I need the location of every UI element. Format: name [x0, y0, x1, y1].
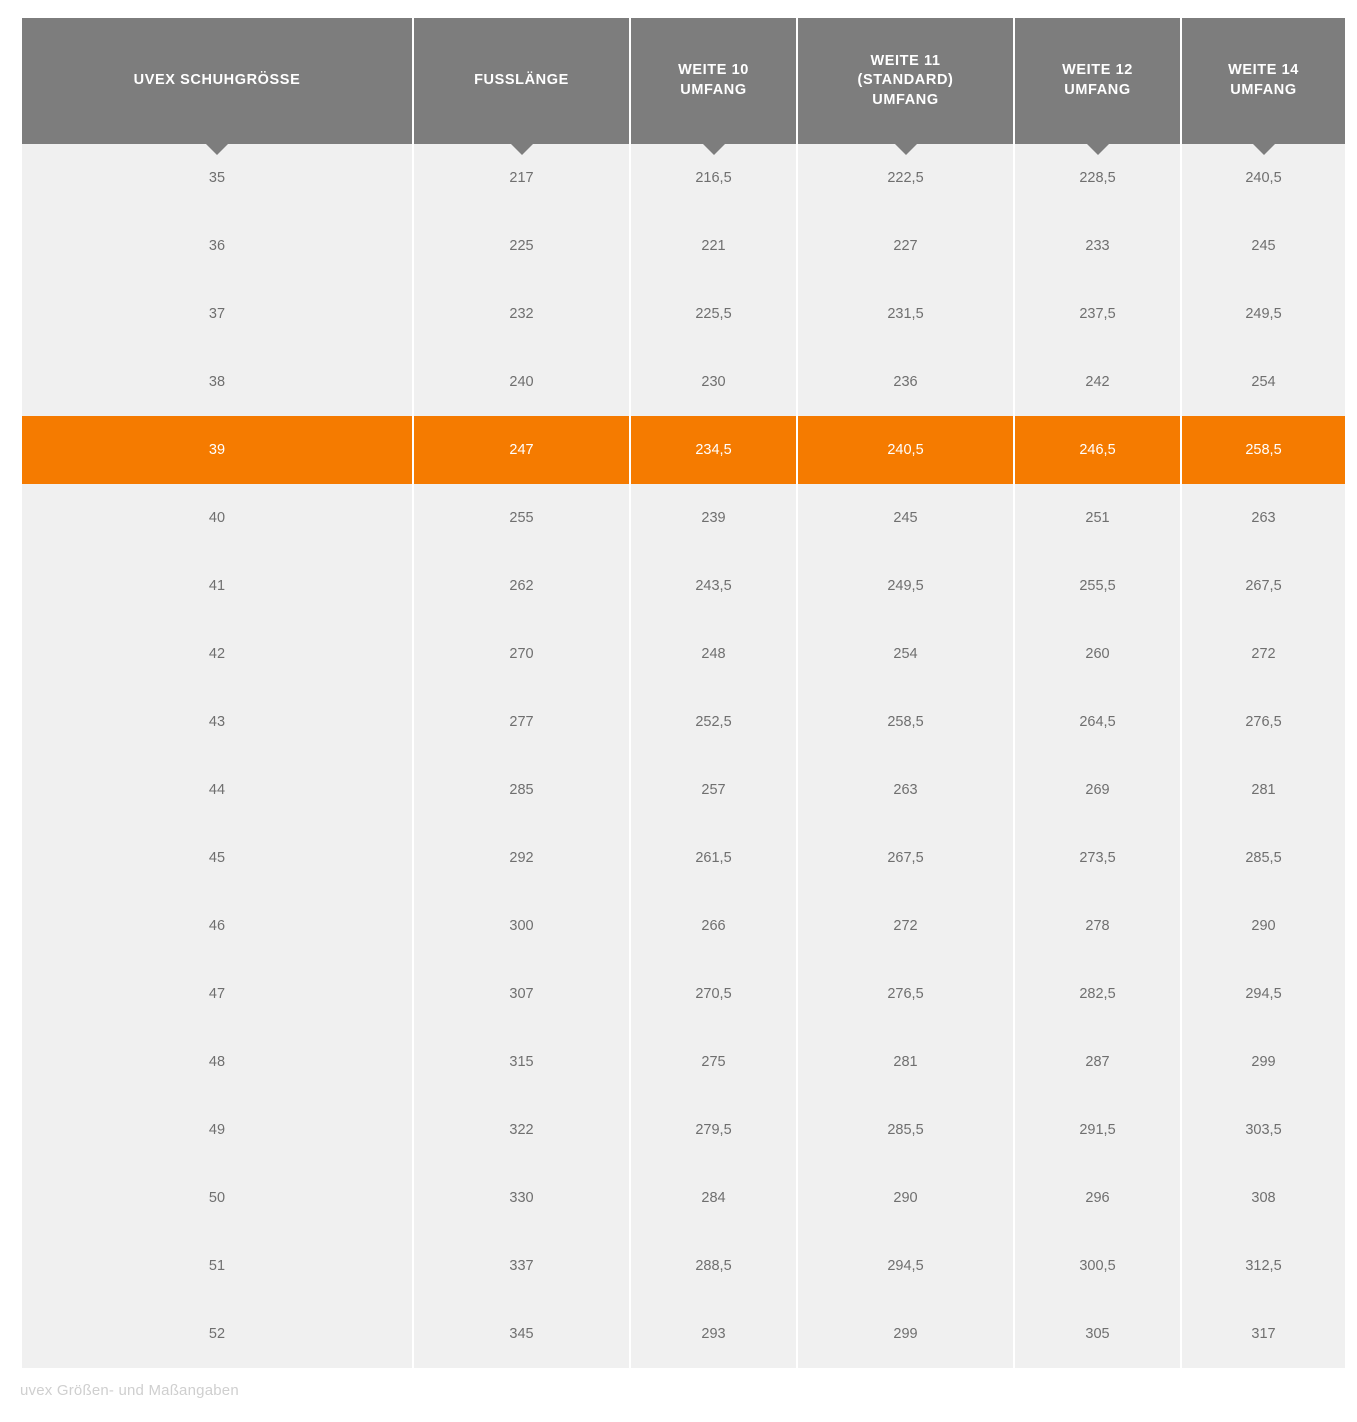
cell-w11: 281 [798, 1028, 1013, 1096]
cell-size: 45 [22, 824, 412, 892]
cell-w14: 276,5 [1182, 688, 1345, 756]
cell-w14: 240,5 [1182, 144, 1345, 212]
triangle-down-icon [206, 144, 228, 155]
table-header [22, 18, 1345, 144]
column-header-line: WEITE 10 [678, 62, 749, 79]
column-header-line: FUSSLÄNGE [474, 72, 569, 89]
cell-w12: 269 [1015, 756, 1180, 824]
column-header-line: WEITE 14 [1228, 62, 1299, 79]
cell-size: 43 [22, 688, 412, 756]
cell-w11: 231,5 [798, 280, 1013, 348]
cell-w12: 300,5 [1015, 1232, 1180, 1300]
cell-size: 52 [22, 1300, 412, 1368]
cell-w11: 285,5 [798, 1096, 1013, 1164]
cell-w11: 222,5 [798, 144, 1013, 212]
table-row [22, 416, 1345, 484]
cell-w10: 275 [631, 1028, 796, 1096]
cell-w14: 281 [1182, 756, 1345, 824]
cell-w12: 237,5 [1015, 280, 1180, 348]
column-header-w14 [1182, 18, 1345, 144]
table-row [22, 620, 1345, 688]
cell-w14: 317 [1182, 1300, 1345, 1368]
triangle-down-icon [1087, 144, 1109, 155]
cell-w11: 240,5 [798, 416, 1013, 484]
triangle-down-icon [511, 144, 533, 155]
table-row [22, 484, 1345, 552]
table-row [22, 892, 1345, 960]
cell-w14: 245 [1182, 212, 1345, 280]
cell-w11: 276,5 [798, 960, 1013, 1028]
cell-len: 255 [414, 484, 629, 552]
cell-len: 315 [414, 1028, 629, 1096]
cell-len: 217 [414, 144, 629, 212]
cell-size: 36 [22, 212, 412, 280]
cell-w14: 308 [1182, 1164, 1345, 1232]
cell-w14: 290 [1182, 892, 1345, 960]
cell-w11: 227 [798, 212, 1013, 280]
cell-w10: 261,5 [631, 824, 796, 892]
cell-w10: 270,5 [631, 960, 796, 1028]
cell-w14: 254 [1182, 348, 1345, 416]
cell-w12: 278 [1015, 892, 1180, 960]
uvex-size-table [20, 18, 1347, 1368]
cell-w14: 258,5 [1182, 416, 1345, 484]
cell-w10: 266 [631, 892, 796, 960]
triangle-down-icon [1253, 144, 1275, 155]
table-row [22, 1232, 1345, 1300]
cell-w14: 303,5 [1182, 1096, 1345, 1164]
table-row [22, 1164, 1345, 1232]
cell-size: 39 [22, 416, 412, 484]
column-header-line: WEITE 12 [1062, 62, 1133, 79]
table-row [22, 1028, 1345, 1096]
cell-size: 41 [22, 552, 412, 620]
cell-w11: 299 [798, 1300, 1013, 1368]
cell-len: 247 [414, 416, 629, 484]
cell-len: 300 [414, 892, 629, 960]
cell-w11: 263 [798, 756, 1013, 824]
cell-w10: 239 [631, 484, 796, 552]
cell-w10: 284 [631, 1164, 796, 1232]
cell-size: 38 [22, 348, 412, 416]
cell-w12: 228,5 [1015, 144, 1180, 212]
cell-w12: 264,5 [1015, 688, 1180, 756]
cell-size: 49 [22, 1096, 412, 1164]
cell-w10: 257 [631, 756, 796, 824]
cell-len: 292 [414, 824, 629, 892]
cell-len: 345 [414, 1300, 629, 1368]
column-header-line: UMFANG [872, 91, 939, 108]
column-header-line: (STANDARD) [857, 72, 954, 89]
cell-w12: 242 [1015, 348, 1180, 416]
cell-len: 225 [414, 212, 629, 280]
cell-w12: 291,5 [1015, 1096, 1180, 1164]
table-row [22, 960, 1345, 1028]
cell-w10: 221 [631, 212, 796, 280]
cell-w12: 251 [1015, 484, 1180, 552]
cell-w12: 287 [1015, 1028, 1180, 1096]
cell-w12: 233 [1015, 212, 1180, 280]
cell-w14: 267,5 [1182, 552, 1345, 620]
table-row [22, 348, 1345, 416]
cell-len: 232 [414, 280, 629, 348]
cell-len: 337 [414, 1232, 629, 1300]
cell-len: 322 [414, 1096, 629, 1164]
column-header-line: UMFANG [1230, 82, 1297, 98]
table-row [22, 552, 1345, 620]
column-header-line: UMFANG [680, 82, 747, 98]
cell-len: 285 [414, 756, 629, 824]
cell-w11: 290 [798, 1164, 1013, 1232]
cell-len: 277 [414, 688, 629, 756]
table-body [22, 144, 1345, 1368]
cell-w11: 272 [798, 892, 1013, 960]
cell-w10: 225,5 [631, 280, 796, 348]
column-header-line: UVEX SCHUHGRÖSSE [133, 72, 301, 89]
cell-w11: 254 [798, 620, 1013, 688]
cell-w14: 272 [1182, 620, 1345, 688]
cell-size: 40 [22, 484, 412, 552]
cell-size: 37 [22, 280, 412, 348]
cell-len: 330 [414, 1164, 629, 1232]
column-header-line: WEITE 11 [870, 52, 941, 69]
cell-w10: 252,5 [631, 688, 796, 756]
column-header-size [22, 18, 412, 144]
cell-w10: 248 [631, 620, 796, 688]
cell-len: 270 [414, 620, 629, 688]
cell-w12: 260 [1015, 620, 1180, 688]
table-header-row [22, 18, 1345, 144]
cell-len: 240 [414, 348, 629, 416]
cell-w11: 294,5 [798, 1232, 1013, 1300]
cell-w10: 234,5 [631, 416, 796, 484]
table-row [22, 212, 1345, 280]
cell-w12: 282,5 [1015, 960, 1180, 1028]
cell-w14: 299 [1182, 1028, 1345, 1096]
cell-w12: 305 [1015, 1300, 1180, 1368]
cell-w10: 230 [631, 348, 796, 416]
cell-w10: 288,5 [631, 1232, 796, 1300]
cell-w10: 216,5 [631, 144, 796, 212]
cell-size: 48 [22, 1028, 412, 1096]
cell-size: 35 [22, 144, 412, 212]
table-row [22, 756, 1345, 824]
cell-w14: 294,5 [1182, 960, 1345, 1028]
cell-w10: 279,5 [631, 1096, 796, 1164]
cell-size: 42 [22, 620, 412, 688]
cell-w12: 255,5 [1015, 552, 1180, 620]
cell-w11: 236 [798, 348, 1013, 416]
cell-size: 51 [22, 1232, 412, 1300]
cell-w14: 312,5 [1182, 1232, 1345, 1300]
table-row [22, 688, 1345, 756]
cell-w11: 245 [798, 484, 1013, 552]
table-row [22, 280, 1345, 348]
table-row [22, 824, 1345, 892]
cell-w12: 296 [1015, 1164, 1180, 1232]
cell-w14: 263 [1182, 484, 1345, 552]
triangle-down-icon [895, 144, 917, 155]
triangle-down-icon [703, 144, 725, 155]
cell-size: 46 [22, 892, 412, 960]
cell-w12: 273,5 [1015, 824, 1180, 892]
column-header-len [414, 18, 629, 144]
cell-size: 44 [22, 756, 412, 824]
cell-len: 307 [414, 960, 629, 1028]
cell-w11: 267,5 [798, 824, 1013, 892]
column-header-line: UMFANG [1064, 82, 1131, 98]
column-header-w12 [1015, 18, 1180, 144]
column-header-w10 [631, 18, 796, 144]
cell-w12: 246,5 [1015, 416, 1180, 484]
cell-w14: 285,5 [1182, 824, 1345, 892]
cell-len: 262 [414, 552, 629, 620]
cell-w10: 243,5 [631, 552, 796, 620]
cell-w11: 249,5 [798, 552, 1013, 620]
cell-size: 47 [22, 960, 412, 1028]
table-caption: uvex Größen- und Maßangaben [20, 1382, 239, 1399]
table-row [22, 1096, 1345, 1164]
cell-size: 50 [22, 1164, 412, 1232]
cell-w10: 293 [631, 1300, 796, 1368]
column-header-w11 [798, 18, 1013, 144]
cell-w14: 249,5 [1182, 280, 1345, 348]
table-row [22, 1300, 1345, 1368]
cell-w11: 258,5 [798, 688, 1013, 756]
size-table-container [20, 18, 1333, 1368]
